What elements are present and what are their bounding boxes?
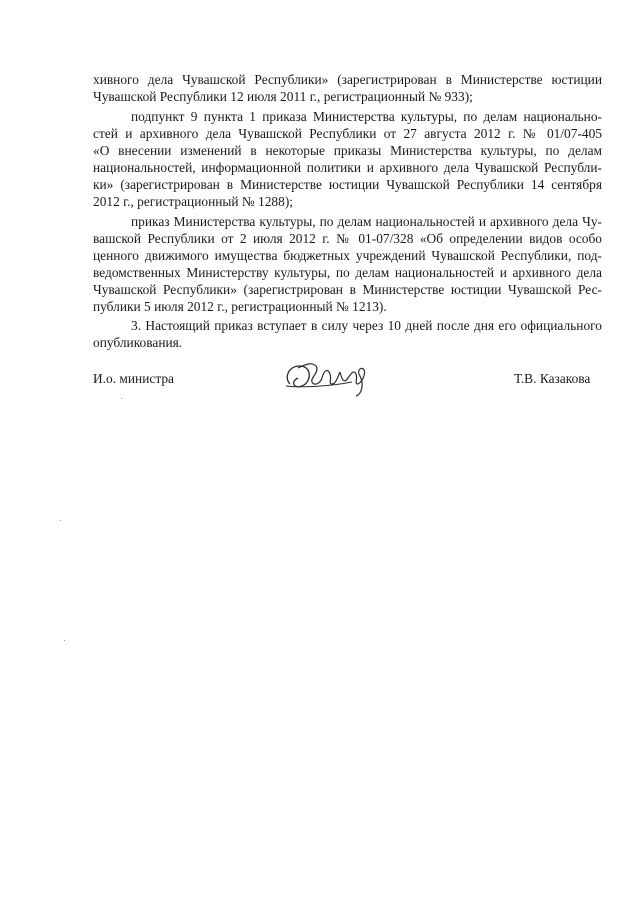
paragraph-line: подпункт 9 пункта 1 приказа Министерства культуры, по делам национально- xyxy=(131,109,602,124)
scan-speck xyxy=(121,398,122,399)
paragraph-line: национальностей, информационной политики и архивного дела Чувашской Республи- xyxy=(93,160,602,175)
handwritten-signature xyxy=(282,356,374,400)
paragraph-line: Чувашской Республики 12 июля 2011 г., регистрационный № 933); xyxy=(93,89,473,104)
paragraph-line: вашской Республики от 2 июля 2012 г. № 01-07/328 «Об определении видов особо xyxy=(93,231,602,246)
signatory-position: И.о. министра xyxy=(93,371,174,386)
paragraph-line: 3. Настоящий приказ вступает в силу через 10 дней после дня его официального xyxy=(131,318,602,333)
paragraph-line: 2012 г., регистрационный № 1288); xyxy=(93,194,294,209)
paragraph-line: приказ Министерства культуры, по делам национальностей и архивного дела Чу- xyxy=(131,214,602,229)
paragraph-line: ценного движимого имущества бюджетных учреждений Чувашской Республики, под- xyxy=(93,248,602,263)
paragraph-line: «О внесении изменений в некоторые приказы Министерства культуры, по делам xyxy=(93,143,602,158)
signatory-name: Т.В. Казакова xyxy=(514,371,591,386)
paragraph-line: хивного дела Чувашской Республики» (зарегистрирован в Министерстве юстиции xyxy=(93,72,602,87)
paragraph-line: стей и архивного дела Чувашской Республики от 27 августа 2012 г. № 01/07-405 xyxy=(93,126,602,141)
paragraph-line: опубликования. xyxy=(93,335,183,350)
scan-speck xyxy=(60,520,61,521)
scan-speck xyxy=(64,640,65,641)
paragraph-line: ведомственных Министерству культуры, по делам национальностей и архивного дела xyxy=(93,265,602,280)
paragraph-line: Чувашской Республики» (зарегистрирован в Министерстве юстиции Чувашской Рес- xyxy=(93,282,602,297)
paragraph-line: ки» (зарегистрирован в Министерстве юстиции Чувашской Республики 14 сентября xyxy=(93,177,602,192)
paragraph-line: публики 5 июля 2012 г., регистрационный № 1213). xyxy=(93,299,387,314)
